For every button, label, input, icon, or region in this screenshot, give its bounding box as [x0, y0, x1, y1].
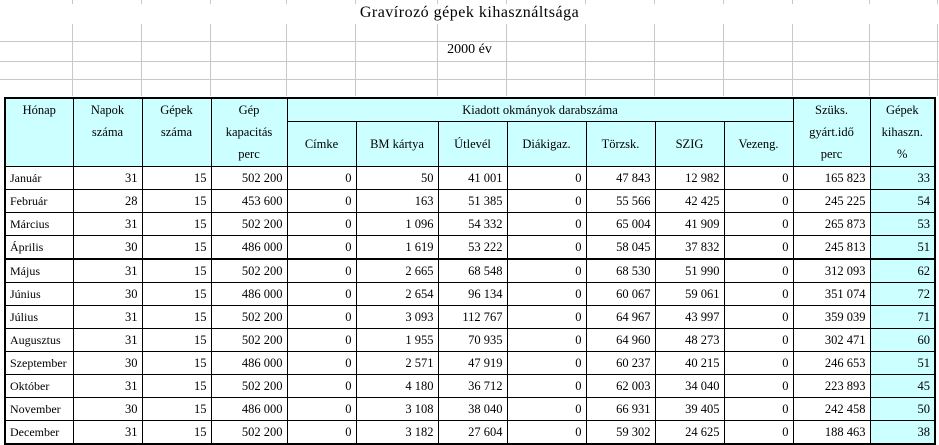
cell-days[interactable]: 31 [73, 329, 142, 352]
cell-driving-license[interactable]: 0 [724, 190, 793, 213]
header-registration[interactable]: Törzsk. [586, 122, 655, 167]
cell-label[interactable]: 0 [287, 306, 356, 329]
cell-days[interactable]: 30 [73, 352, 142, 375]
header-utilization-line1: Gépek [885, 103, 919, 117]
header-utilization-line3: % [897, 147, 908, 161]
cell-student-id[interactable]: 0 [507, 259, 586, 283]
cell-month[interactable]: Augusztus [5, 329, 73, 352]
cell-registration[interactable]: 59 302 [586, 421, 655, 445]
table-row [5, 352, 935, 375]
cell-registration[interactable]: 68 530 [586, 259, 655, 283]
grid-line [0, 79, 939, 80]
cell-registration[interactable]: 66 931 [586, 398, 655, 421]
cell-driving-license[interactable]: 0 [724, 259, 793, 283]
cell-required-time[interactable]: 246 653 [793, 352, 870, 375]
cell-machines[interactable]: 15 [142, 236, 211, 260]
cell-passport[interactable]: 51 385 [438, 190, 507, 213]
cell-registration[interactable]: 60 067 [586, 283, 655, 306]
cell-bm-card[interactable]: 4 180 [356, 375, 438, 398]
header-days-line2: száma [91, 125, 124, 139]
cell-passport[interactable]: 53 222 [438, 236, 507, 260]
cell-capacity[interactable]: 502 200 [211, 259, 287, 283]
cell-id-card[interactable]: 39 405 [655, 398, 724, 421]
cell-student-id[interactable]: 0 [507, 236, 586, 260]
cell-month[interactable]: November [5, 398, 73, 421]
cell-month[interactable]: December [5, 421, 73, 445]
table-row [5, 259, 935, 283]
cell-capacity[interactable]: 502 200 [211, 421, 287, 445]
cell-bm-card[interactable]: 50 [356, 167, 438, 190]
cell-days[interactable]: 30 [73, 398, 142, 421]
sheet-title[interactable] [0, 4, 939, 24]
cell-id-card[interactable]: 43 997 [655, 306, 724, 329]
cell-label[interactable]: 0 [287, 236, 356, 260]
cell-machines[interactable]: 15 [142, 352, 211, 375]
cell-month[interactable]: Április [5, 236, 73, 260]
cell-student-id[interactable]: 0 [507, 329, 586, 352]
cell-passport[interactable]: 41 001 [438, 167, 507, 190]
cell-machines[interactable]: 15 [142, 421, 211, 445]
header-machines[interactable] [142, 98, 211, 167]
cell-month[interactable]: Május [5, 259, 73, 283]
header-utilization[interactable] [870, 98, 935, 167]
cell-student-id[interactable]: 0 [507, 398, 586, 421]
cell-machines[interactable]: 15 [142, 213, 211, 236]
cell-month[interactable]: Február [5, 190, 73, 213]
cell-student-id[interactable]: 0 [507, 421, 586, 445]
cell-passport[interactable]: 38 040 [438, 398, 507, 421]
table-row [5, 213, 935, 236]
cell-utilization[interactable]: 71 [870, 306, 935, 329]
cell-bm-card[interactable]: 1 955 [356, 329, 438, 352]
cell-passport[interactable]: 70 935 [438, 329, 507, 352]
cell-student-id[interactable]: 0 [507, 375, 586, 398]
cell-student-id[interactable]: 0 [507, 190, 586, 213]
cell-machines[interactable]: 15 [142, 306, 211, 329]
cell-label[interactable]: 0 [287, 352, 356, 375]
cell-capacity[interactable]: 486 000 [211, 398, 287, 421]
table-row [5, 421, 935, 445]
cell-student-id[interactable]: 0 [507, 167, 586, 190]
cell-required-time[interactable]: 245 225 [793, 190, 870, 213]
cell-driving-license[interactable]: 0 [724, 236, 793, 260]
cell-passport[interactable]: 112 767 [438, 306, 507, 329]
cell-registration[interactable]: 47 843 [586, 167, 655, 190]
header-capacity-line1: Gép [238, 103, 260, 117]
cell-utilization[interactable]: 50 [870, 398, 935, 421]
header-required-line1: Szüks. [815, 103, 849, 117]
cell-passport[interactable]: 96 134 [438, 283, 507, 306]
cell-month[interactable]: Március [5, 213, 73, 236]
cell-registration[interactable]: 60 237 [586, 352, 655, 375]
cell-required-time[interactable]: 312 093 [793, 259, 870, 283]
grid-line [0, 61, 939, 62]
cell-days[interactable]: 31 [73, 213, 142, 236]
cell-student-id[interactable]: 0 [507, 213, 586, 236]
cell-bm-card[interactable]: 3 093 [356, 306, 438, 329]
cell-month[interactable]: Szeptember [5, 352, 73, 375]
header-month-label: Hónap [22, 103, 56, 117]
cell-driving-license[interactable]: 0 [724, 352, 793, 375]
header-machines-line1: Gépek [160, 103, 193, 117]
header-id-card[interactable]: SZIG [655, 122, 724, 167]
cell-label[interactable]: 0 [287, 375, 356, 398]
cell-required-time[interactable]: 188 463 [793, 421, 870, 445]
cell-bm-card[interactable]: 2 654 [356, 283, 438, 306]
cell-label[interactable]: 0 [287, 329, 356, 352]
cell-passport[interactable]: 54 332 [438, 213, 507, 236]
table-row [5, 283, 935, 306]
header-capacity-line2: kapacitás [225, 125, 273, 139]
cell-capacity[interactable]: 502 200 [211, 306, 287, 329]
cell-label[interactable]: 0 [287, 259, 356, 283]
cell-id-card[interactable]: 40 215 [655, 352, 724, 375]
year-label[interactable] [0, 42, 939, 60]
cell-label[interactable]: 0 [287, 283, 356, 306]
cell-driving-license[interactable]: 0 [724, 283, 793, 306]
cell-capacity[interactable]: 502 200 [211, 329, 287, 352]
cell-bm-card[interactable]: 2 571 [356, 352, 438, 375]
cell-bm-card[interactable]: 163 [356, 190, 438, 213]
cell-registration[interactable]: 62 003 [586, 375, 655, 398]
cell-required-time[interactable]: 245 813 [793, 236, 870, 260]
cell-machines[interactable]: 15 [142, 375, 211, 398]
cell-id-card[interactable]: 12 982 [655, 167, 724, 190]
cell-label[interactable]: 0 [287, 213, 356, 236]
cell-machines[interactable]: 15 [142, 398, 211, 421]
cell-passport[interactable]: 36 712 [438, 375, 507, 398]
header-days[interactable] [73, 98, 142, 167]
cell-driving-license[interactable]: 0 [724, 375, 793, 398]
cell-student-id[interactable]: 0 [507, 352, 586, 375]
cell-bm-card[interactable]: 1 619 [356, 236, 438, 260]
header-required-line2: gyárt.idő [809, 125, 854, 139]
cell-id-card[interactable]: 34 040 [655, 375, 724, 398]
cell-label[interactable]: 0 [287, 190, 356, 213]
header-month[interactable] [5, 98, 73, 167]
cell-utilization[interactable]: 45 [870, 375, 935, 398]
cell-days[interactable]: 31 [73, 306, 142, 329]
cell-capacity[interactable]: 502 200 [211, 375, 287, 398]
header-label[interactable]: Címke [287, 122, 356, 167]
cell-days[interactable]: 31 [73, 259, 142, 283]
cell-capacity[interactable]: 502 200 [211, 213, 287, 236]
cell-passport[interactable]: 27 604 [438, 421, 507, 445]
cell-registration[interactable]: 58 045 [586, 236, 655, 260]
cell-machines[interactable]: 15 [142, 329, 211, 352]
cell-required-time[interactable]: 302 471 [793, 329, 870, 352]
header-issued-group[interactable]: Kiadott okmányok darabszáma [287, 98, 793, 122]
cell-bm-card[interactable]: 3 108 [356, 398, 438, 421]
cell-required-time[interactable]: 265 873 [793, 213, 870, 236]
cell-utilization[interactable]: 51 [870, 352, 935, 375]
cell-month[interactable]: Július [5, 306, 73, 329]
header-student-id[interactable]: Diákigaz. [507, 122, 586, 167]
cell-student-id[interactable]: 0 [507, 283, 586, 306]
cell-capacity[interactable]: 486 000 [211, 283, 287, 306]
utilization-table [4, 97, 936, 445]
sheet-title-text: Gravírozó gépek kihasználtsága [354, 4, 585, 21]
cell-month[interactable]: Október [5, 375, 73, 398]
cell-utilization[interactable]: 33 [870, 167, 935, 190]
header-bm-card[interactable]: BM kártya [356, 122, 438, 167]
cell-driving-license[interactable]: 0 [724, 421, 793, 445]
header-days-line1: Napok [90, 103, 125, 117]
cell-days[interactable]: 31 [73, 167, 142, 190]
cell-month[interactable]: Június [5, 283, 73, 306]
table-row [5, 329, 935, 352]
table-row [5, 375, 935, 398]
cell-days[interactable]: 31 [73, 375, 142, 398]
header-utilization-line2: kihaszn. [881, 125, 923, 139]
cell-label[interactable]: 0 [287, 398, 356, 421]
header-capacity[interactable] [211, 98, 287, 167]
cell-capacity[interactable]: 486 000 [211, 352, 287, 375]
cell-registration[interactable]: 55 566 [586, 190, 655, 213]
cell-passport[interactable]: 47 919 [438, 352, 507, 375]
cell-utilization[interactable]: 62 [870, 259, 935, 283]
cell-registration[interactable]: 65 004 [586, 213, 655, 236]
cell-id-card[interactable]: 59 061 [655, 283, 724, 306]
cell-days[interactable]: 30 [73, 236, 142, 260]
cell-days[interactable]: 30 [73, 283, 142, 306]
cell-capacity[interactable]: 486 000 [211, 236, 287, 260]
cell-id-card[interactable]: 42 425 [655, 190, 724, 213]
table-row [5, 398, 935, 421]
cell-bm-card[interactable]: 3 182 [356, 421, 438, 445]
cell-utilization[interactable]: 53 [870, 213, 935, 236]
header-machines-line2: száma [160, 125, 193, 139]
cell-machines[interactable]: 15 [142, 190, 211, 213]
cell-driving-license[interactable]: 0 [724, 329, 793, 352]
cell-required-time[interactable]: 351 074 [793, 283, 870, 306]
cell-capacity[interactable]: 453 600 [211, 190, 287, 213]
cell-driving-license[interactable]: 0 [724, 167, 793, 190]
cell-required-time[interactable]: 359 039 [793, 306, 870, 329]
cell-driving-license[interactable]: 0 [724, 306, 793, 329]
cell-capacity[interactable]: 502 200 [211, 167, 287, 190]
header-required-line3: perc [820, 147, 843, 161]
table-body [5, 167, 935, 445]
cell-machines[interactable]: 15 [142, 283, 211, 306]
cell-registration[interactable]: 64 967 [586, 306, 655, 329]
cell-utilization[interactable]: 72 [870, 283, 935, 306]
cell-label[interactable]: 0 [287, 421, 356, 445]
table-row [5, 190, 935, 213]
header-required-time[interactable] [793, 98, 870, 167]
cell-driving-license[interactable]: 0 [724, 213, 793, 236]
cell-utilization[interactable]: 60 [870, 329, 935, 352]
cell-days[interactable]: 28 [73, 190, 142, 213]
cell-days[interactable]: 31 [73, 421, 142, 445]
header-passport[interactable]: Útlevél [438, 122, 507, 167]
header-capacity-line3: perc [238, 147, 260, 161]
cell-utilization[interactable]: 54 [870, 190, 935, 213]
cell-student-id[interactable]: 0 [507, 306, 586, 329]
cell-id-card[interactable]: 37 832 [655, 236, 724, 260]
cell-required-time[interactable]: 165 823 [793, 167, 870, 190]
table-row [5, 306, 935, 329]
table-row [5, 236, 935, 260]
cell-required-time[interactable]: 242 458 [793, 398, 870, 421]
cell-required-time[interactable]: 223 893 [793, 375, 870, 398]
cell-passport[interactable]: 68 548 [438, 259, 507, 283]
cell-bm-card[interactable]: 2 665 [356, 259, 438, 283]
cell-machines[interactable]: 15 [142, 167, 211, 190]
cell-utilization[interactable]: 51 [870, 236, 935, 260]
cell-label[interactable]: 0 [287, 167, 356, 190]
cell-utilization[interactable]: 38 [870, 421, 935, 445]
cell-id-card[interactable]: 24 625 [655, 421, 724, 445]
cell-machines[interactable]: 15 [142, 259, 211, 283]
cell-id-card[interactable]: 51 990 [655, 259, 724, 283]
cell-registration[interactable]: 64 960 [586, 329, 655, 352]
header-driving-license[interactable]: Vezeng. [724, 122, 793, 167]
cell-id-card[interactable]: 41 909 [655, 213, 724, 236]
cell-driving-license[interactable]: 0 [724, 398, 793, 421]
cell-bm-card[interactable]: 1 096 [356, 213, 438, 236]
table-row [5, 167, 935, 190]
cell-month[interactable]: Január [5, 167, 73, 190]
year-label-text: 2000 év [443, 42, 496, 57]
cell-id-card[interactable]: 48 273 [655, 329, 724, 352]
